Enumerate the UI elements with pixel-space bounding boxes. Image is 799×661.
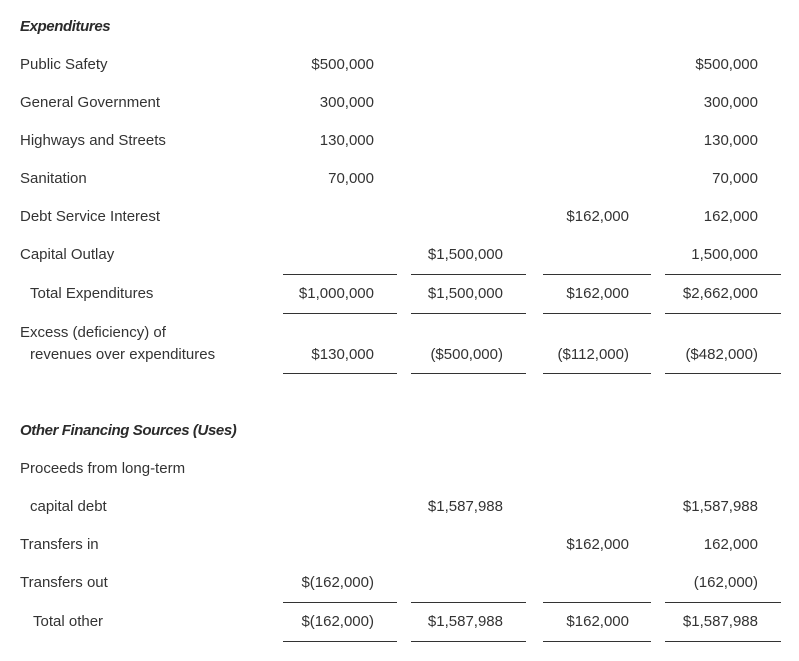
row-label: General Government bbox=[20, 94, 161, 111]
cell-debt-service bbox=[543, 122, 629, 160]
rule-line bbox=[665, 313, 781, 314]
cell-capital-projects: $1,500,000 bbox=[427, 246, 503, 263]
cell-debt-service bbox=[543, 46, 629, 84]
cell-general-fund: $(162,000) bbox=[301, 613, 374, 630]
cell-capital-projects bbox=[397, 46, 503, 84]
rule-line bbox=[543, 373, 651, 374]
row-label: Capital Outlay bbox=[20, 246, 115, 263]
cell-capital-projects: $1,500,000 bbox=[427, 285, 503, 302]
rule-line bbox=[283, 641, 397, 642]
cell-total: (162,000) bbox=[693, 574, 758, 591]
rule-line bbox=[665, 641, 781, 642]
rule-line bbox=[543, 313, 651, 314]
cell-general-fund: $130,000 bbox=[311, 346, 374, 363]
cell-general-fund bbox=[283, 198, 374, 236]
row-label: Highways and Streets bbox=[20, 132, 166, 149]
cell-capital-projects: ($500,000) bbox=[430, 346, 503, 363]
table-row-capital-debt bbox=[0, 488, 799, 526]
cell-debt-service: $162,000 bbox=[566, 208, 629, 225]
cell-general-fund bbox=[283, 488, 374, 526]
table-row-capital-outlay bbox=[0, 236, 799, 274]
cell-general-fund: 70,000 bbox=[328, 170, 374, 187]
row-label: Proceeds from long-term bbox=[20, 460, 186, 477]
cell-general-fund: $500,000 bbox=[311, 56, 374, 73]
cell-debt-service bbox=[543, 84, 629, 122]
cell-total: ($482,000) bbox=[685, 346, 758, 363]
cell-debt-service: $162,000 bbox=[566, 285, 629, 302]
row-label: capital debt bbox=[30, 498, 107, 515]
cell-total: 70,000 bbox=[712, 170, 758, 187]
cell-general-fund bbox=[283, 236, 374, 274]
table-row-total-expenditures bbox=[0, 275, 799, 313]
cell-general-fund bbox=[283, 526, 374, 564]
cell-total: 162,000 bbox=[703, 208, 758, 225]
cell-debt-service: ($112,000) bbox=[557, 346, 629, 363]
cell-capital-projects bbox=[397, 122, 503, 160]
row-label: Transfers out bbox=[20, 574, 108, 591]
cell-general-fund: 130,000 bbox=[319, 132, 374, 149]
rule-line bbox=[411, 641, 526, 642]
rule-line bbox=[665, 373, 781, 374]
cell-capital-projects bbox=[397, 198, 503, 236]
row-label: Sanitation bbox=[20, 170, 87, 187]
rule-line bbox=[411, 313, 526, 314]
rule-line bbox=[543, 641, 651, 642]
cell-total: $1,587,988 bbox=[682, 498, 758, 515]
cell-debt-service: $162,000 bbox=[566, 536, 629, 553]
row-label: Transfers in bbox=[20, 536, 99, 553]
rule-line bbox=[283, 373, 397, 374]
cell-capital-projects: $1,587,988 bbox=[427, 613, 503, 630]
table-row-excess bbox=[0, 336, 799, 374]
row-label-line: revenues over expenditures bbox=[30, 346, 216, 363]
cell-debt-service bbox=[543, 160, 629, 198]
cell-capital-projects bbox=[397, 564, 503, 602]
cell-debt-service: $162,000 bbox=[566, 613, 629, 630]
cell-total: $500,000 bbox=[695, 56, 758, 73]
table-row-transfers-in bbox=[0, 526, 799, 564]
table-row-highways-streets bbox=[0, 122, 799, 160]
cell-capital-projects bbox=[397, 526, 503, 564]
cell-total: 130,000 bbox=[703, 132, 758, 149]
section-heading: Expenditures bbox=[20, 18, 111, 35]
cell-total: 300,000 bbox=[703, 94, 758, 111]
row-label: Public Safety bbox=[20, 56, 108, 73]
cell-capital-projects bbox=[397, 160, 503, 198]
cell-debt-service bbox=[543, 564, 629, 602]
row-label: Debt Service Interest bbox=[20, 208, 161, 225]
row-label: Total Expenditures bbox=[30, 285, 154, 302]
cell-total: $1,587,988 bbox=[682, 613, 758, 630]
table-row-total-other bbox=[0, 603, 799, 641]
cell-general-fund: $1,000,000 bbox=[298, 285, 374, 302]
cell-debt-service bbox=[543, 236, 629, 274]
section-heading-other-financing bbox=[0, 412, 799, 450]
cell-capital-projects bbox=[397, 84, 503, 122]
cell-general-fund: $(162,000) bbox=[301, 574, 374, 591]
cell-capital-projects: $1,587,988 bbox=[427, 498, 503, 515]
section-heading-expenditures bbox=[0, 8, 799, 46]
table-row-sanitation bbox=[0, 160, 799, 198]
section-heading: Other Financing Sources (Uses) bbox=[20, 422, 237, 439]
table-row-debt-service-interest bbox=[0, 198, 799, 236]
cell-total: $2,662,000 bbox=[682, 285, 758, 302]
table-row-proceeds-label bbox=[0, 450, 799, 488]
cell-total: 162,000 bbox=[703, 536, 758, 553]
table-row-public-safety bbox=[0, 46, 799, 84]
row-label: Total other bbox=[33, 613, 104, 630]
cell-total: 1,500,000 bbox=[691, 246, 758, 263]
table-row-general-government bbox=[0, 84, 799, 122]
cell-general-fund: 300,000 bbox=[319, 94, 374, 111]
table-row-transfers-out bbox=[0, 564, 799, 602]
rule-line bbox=[411, 373, 526, 374]
rule-line bbox=[283, 313, 397, 314]
row-label-line: Excess (deficiency) of bbox=[20, 324, 166, 341]
cell-debt-service bbox=[543, 488, 629, 526]
